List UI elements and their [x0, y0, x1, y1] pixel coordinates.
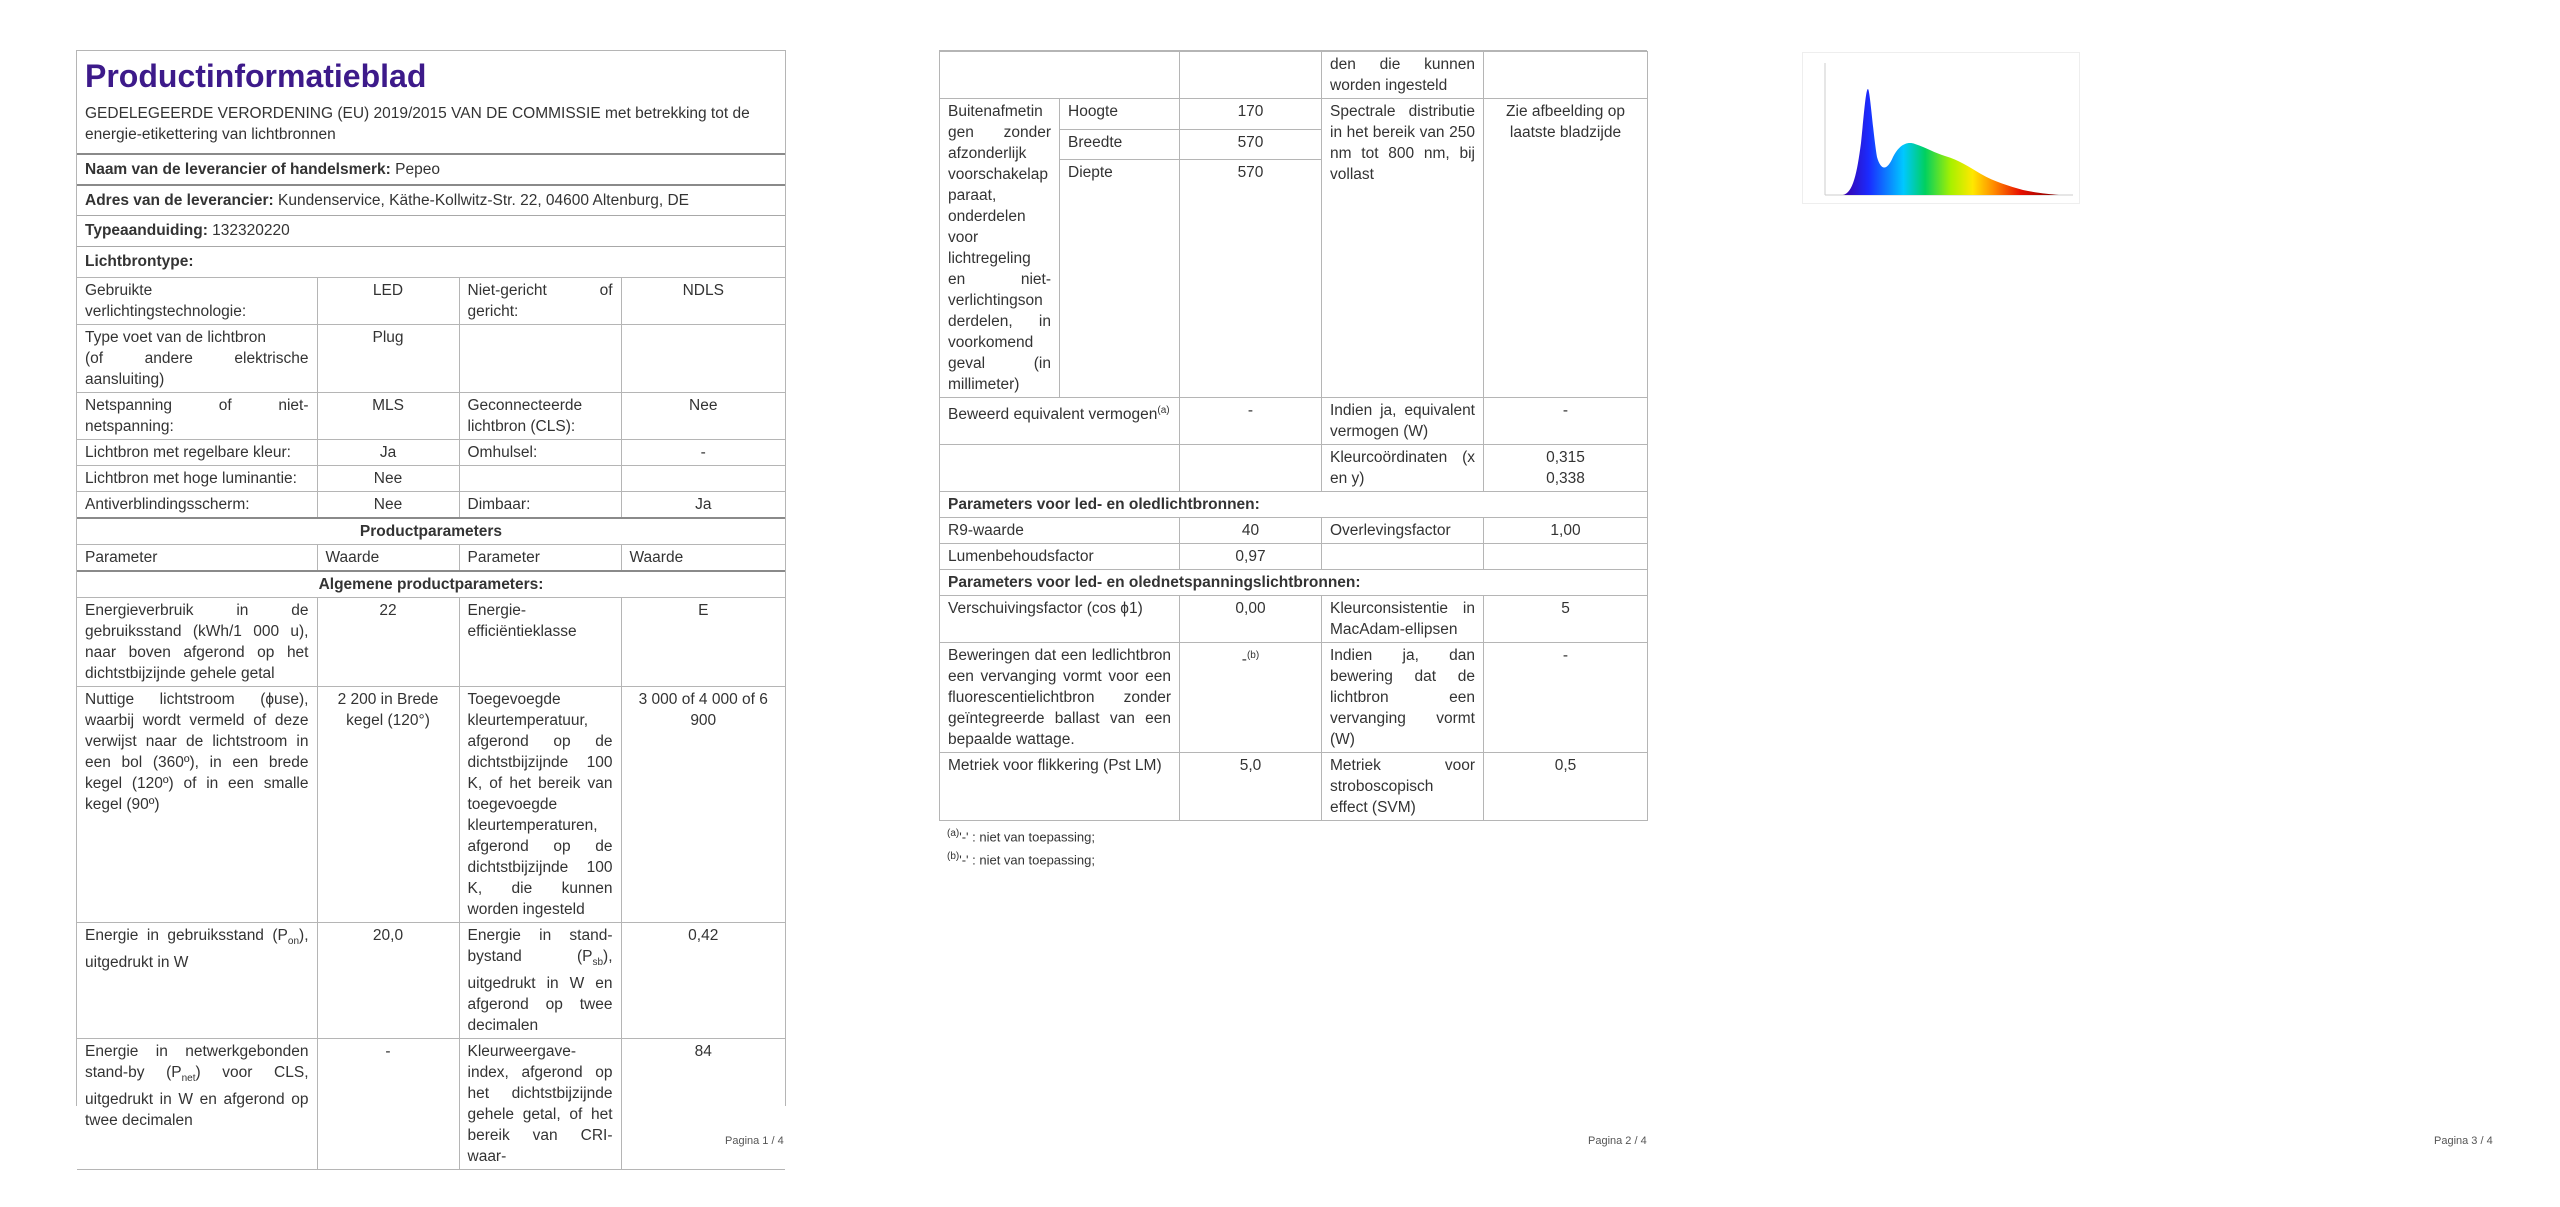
- header-row: [77, 545, 785, 572]
- table-row: [77, 492, 785, 519]
- lightsource-type-row: [77, 246, 785, 277]
- table-row: [77, 923, 785, 1039]
- table-cell: [1484, 445, 1648, 492]
- spectral-distribution-image: [1802, 52, 2080, 204]
- table-cell: Lichtbron met hoge luminantie:: [77, 466, 317, 492]
- table-cell: [77, 923, 317, 1039]
- spectrum-graphic: [1803, 53, 2079, 203]
- section-title: Algemene productparameters:: [77, 571, 785, 598]
- table-cell: [1180, 445, 1322, 492]
- table-cell: Beweringen dat een ledlichtbron een vervanging vormt voor een fluorescentielichtbron zonder geïntegreerde ballast van een bepaalde wattage.: [940, 643, 1180, 753]
- table-cell: [940, 445, 1180, 492]
- table-cell: -: [1484, 643, 1648, 753]
- cell-text: (of andere elektrische aansluiting): [85, 350, 309, 388]
- document-title: Productinformatieblad: [85, 58, 427, 94]
- table-cell: [459, 923, 621, 1039]
- table-cell: [459, 325, 621, 393]
- page-number: Pagina 1 / 4: [725, 1135, 784, 1147]
- page-2: [860, 0, 1720, 1207]
- table-row: [940, 52, 1648, 99]
- table-cell: Kleurconsistentie in MacAdam-ellipsen: [1322, 596, 1484, 643]
- parameters-table: [77, 277, 785, 1170]
- table-cell: 40: [1180, 518, 1322, 544]
- table-cell: Ja: [621, 492, 785, 519]
- table-row: [940, 753, 1648, 821]
- table-cell: den die kunnen worden ingesteld: [1322, 52, 1484, 99]
- section-row: [940, 570, 1648, 596]
- page-number: Pagina 2 / 4: [1588, 1135, 1647, 1147]
- table-cell: 0,42: [621, 923, 785, 1039]
- footnote-marker: (a): [947, 828, 960, 839]
- table-row: [77, 393, 785, 440]
- table-cell: NDLS: [621, 278, 785, 325]
- table-row: [77, 598, 785, 687]
- type-row: [77, 215, 785, 246]
- cell-text: -: [1241, 651, 1247, 669]
- table-cell: Energieverbruik in de gebruiksstand (kWh/1 000 u), naar boven afgerond op het dichtstbijzijnde gehele getal: [77, 598, 317, 687]
- table-cell: Diepte: [1060, 160, 1180, 398]
- parameters-table-continued: [939, 51, 1648, 821]
- table-cell: 5: [1484, 596, 1648, 643]
- table-cell: [1180, 643, 1322, 753]
- table-cell: Toegevoegde kleurtemperatuur, afgerond op de dichtstbijzijnde 100 K, of het bereik van toegevoegde kleurtemperaturen, afgerond op de dichtstbijzijnde 100 K, die kunnen worden ingesteld: [459, 687, 621, 923]
- section-row: [77, 518, 785, 545]
- table-cell: [621, 466, 785, 492]
- table-cell: Dimbaar:: [459, 492, 621, 519]
- table-row: [77, 466, 785, 492]
- footnote-marker: (a): [1157, 405, 1170, 416]
- table-cell: [940, 398, 1180, 445]
- table-cell: 0,5: [1484, 753, 1648, 821]
- table-row: [77, 1039, 785, 1170]
- table-cell: Antiverblindingsscherm:: [77, 492, 317, 519]
- table-cell: -: [1484, 398, 1648, 445]
- subscript: net: [181, 1073, 196, 1085]
- table-cell: [77, 325, 317, 393]
- table-cell: Nuttige lichtstroom (ϕuse), waarbij wordt vermeld of deze verwijst naar de lichtstroom in een bol (360º), in een brede kegel (120º) of in een smalle kegel (90º): [77, 687, 317, 923]
- table-cell: Nee: [621, 393, 785, 440]
- table-cell: [1484, 52, 1648, 99]
- column-header: Waarde: [317, 545, 459, 572]
- parameters-continued: [939, 50, 1647, 870]
- table-cell: Niet-gericht of gericht:: [459, 278, 621, 325]
- document-subtitle: GEDELEGEERDE VERORDENING (EU) 2019/2015 VAN DE COMMISSIE met betrekking tot de energie-etikettering van lichtbronnen: [85, 105, 750, 143]
- section-title: Parameters voor led- en olednetspanningslichtbronnen:: [940, 570, 1648, 596]
- table-row: [940, 518, 1648, 544]
- cell-text: ) voor CLS, uitgedrukt in W en afgerond op twee decimalen: [85, 1064, 309, 1130]
- address-row: [77, 184, 785, 215]
- table-row: [77, 325, 785, 393]
- column-header: Parameter: [77, 545, 317, 572]
- footnote-b: [939, 848, 1647, 869]
- cell-text: 0,315: [1546, 449, 1585, 466]
- cell-text: Type voet van de lichtbron: [85, 329, 266, 346]
- section-title: Parameters voor led- en oledlichtbronnen:: [940, 492, 1648, 518]
- table-cell: 3 000 of 4 000 of 6 900: [621, 687, 785, 923]
- table-cell: 1,00: [1484, 518, 1648, 544]
- table-cell: E: [621, 598, 785, 687]
- table-row: [940, 643, 1648, 753]
- table-cell: R9-waarde: [940, 518, 1180, 544]
- table-cell: Indien ja, equivalent vermogen (W): [1322, 398, 1484, 445]
- table-cell: Nee: [317, 466, 459, 492]
- table-cell: Nee: [317, 492, 459, 519]
- supplier-value: Pepeo: [395, 161, 440, 178]
- table-row: [77, 687, 785, 923]
- table-cell: Zie afbeelding op laatste bladzijde: [1484, 99, 1648, 398]
- page-number: Pagina 3 / 4: [2434, 1135, 2493, 1147]
- section-row: [940, 492, 1648, 518]
- subscript: on: [287, 936, 300, 948]
- table-cell: [459, 466, 621, 492]
- table-row: [940, 596, 1648, 643]
- table-row: [940, 445, 1648, 492]
- cell-text: Energie in gebruiksstand (P: [85, 927, 288, 944]
- table-cell: 170: [1180, 99, 1322, 130]
- table-cell: Kleurcoördinaten (x en y): [1322, 445, 1484, 492]
- table-cell: 0,00: [1180, 596, 1322, 643]
- table-cell: 5,0: [1180, 753, 1322, 821]
- table-cell: 22: [317, 598, 459, 687]
- table-cell: 84: [621, 1039, 785, 1170]
- table-cell: MLS: [317, 393, 459, 440]
- table-cell: Netspanning of niet-netspanning:: [77, 393, 317, 440]
- table-cell: Metriek voor flikkering (Pst LM): [940, 753, 1180, 821]
- table-row: [77, 278, 785, 325]
- table-cell: 570: [1180, 160, 1322, 398]
- lightsource-type-label: Lichtbrontype:: [85, 253, 194, 270]
- table-cell: Indien ja, dan bewering dat de lichtbron een vervanging vormt (W): [1322, 643, 1484, 753]
- table-cell: 570: [1180, 129, 1322, 160]
- table-cell: -: [317, 1039, 459, 1170]
- table-cell: 2 200 in Brede kegel (120°): [317, 687, 459, 923]
- table-cell: Breedte: [1060, 129, 1180, 160]
- table-cell: Metriek voor stroboscopisch effect (SVM): [1322, 753, 1484, 821]
- table-row: [940, 398, 1648, 445]
- table-cell: Lumenbehoudsfactor: [940, 544, 1180, 570]
- cell-text: ), uitgedrukt in W en afgerond op twee decimalen: [467, 948, 613, 1035]
- supplier-label: Naam van de leverancier of handelsmerk:: [85, 161, 391, 178]
- table-cell: Ja: [317, 440, 459, 466]
- table-cell: [77, 1039, 317, 1170]
- section-title: Productparameters: [77, 518, 785, 545]
- table-row: [940, 99, 1648, 130]
- cell-text: Energie in netwerkgebonden stand-by (P: [85, 1043, 309, 1082]
- table-cell: Omhulsel:: [459, 440, 621, 466]
- table-row: [940, 544, 1648, 570]
- footnote-marker: (b): [1246, 650, 1260, 661]
- table-cell: [1322, 544, 1484, 570]
- footnote-text: '-' : niet van toepassing;: [959, 852, 1095, 868]
- column-header: Waarde: [621, 545, 785, 572]
- table-cell: -: [1180, 398, 1322, 445]
- column-header: Parameter: [459, 545, 621, 572]
- table-cell: Kleurweergave-index, afgerond op het dichtstbijzijnde gehele getal, of het bereik van CRI-waar-: [459, 1039, 621, 1170]
- table-cell: [940, 52, 1180, 99]
- type-label: Typeaanduiding:: [85, 222, 208, 239]
- table-cell: [621, 325, 785, 393]
- table-row: [77, 440, 785, 466]
- address-label: Adres van de leverancier:: [85, 192, 274, 209]
- section-row: [77, 571, 785, 598]
- footnote-marker: (b): [947, 851, 960, 863]
- page-1: [0, 0, 860, 1207]
- cell-text: Beweerd equivalent vermogen: [948, 406, 1158, 424]
- table-cell: [1180, 52, 1322, 99]
- table-cell: Geconnecteerde lichtbron (CLS):: [459, 393, 621, 440]
- table-cell: Gebruikte verlichtingstechnologie:: [77, 278, 317, 325]
- cell-text: ), uitgedrukt in W: [85, 927, 309, 972]
- table-cell: [1484, 544, 1648, 570]
- table-cell: Hoogte: [1060, 99, 1180, 130]
- subscript: sb: [592, 957, 604, 969]
- table-cell: 20,0: [317, 923, 459, 1039]
- table-cell: Verschuivingsfactor (cos ϕ1): [940, 596, 1180, 643]
- type-value: 132320220: [212, 222, 290, 239]
- table-cell: -: [621, 440, 785, 466]
- cell-text: 0,338: [1546, 470, 1585, 487]
- cell-text: Energie in stand-bystand (P: [467, 927, 613, 965]
- table-cell: 0,97: [1180, 544, 1322, 570]
- page-3: [1720, 0, 2560, 1207]
- footnote-a: [939, 825, 1647, 846]
- table-cell: Plug: [317, 325, 459, 393]
- table-cell: Spectrale distributie in het bereik van 250 nm tot 800 nm, bij vollast: [1322, 99, 1484, 398]
- address-value: Kundenservice, Käthe-Kollwitz-Str. 22, 04600 Altenburg, DE: [278, 192, 689, 209]
- table-cell: LED: [317, 278, 459, 325]
- table-cell: Overlevingsfactor: [1322, 518, 1484, 544]
- dimensions-label: Buitenafmetingen zonder afzonderlijk voorschakelapparaat, onderdelen voor lichtregeling en niet-verlichtingsonderdelen, in voorkomend geval (in millimeter): [940, 99, 1060, 398]
- table-cell: Lichtbron met regelbare kleur:: [77, 440, 317, 466]
- supplier-row: [77, 153, 785, 184]
- table-cell: Energie-efficiëntieklasse: [459, 598, 621, 687]
- footnote-text: '-' : niet van toepassing;: [959, 829, 1095, 845]
